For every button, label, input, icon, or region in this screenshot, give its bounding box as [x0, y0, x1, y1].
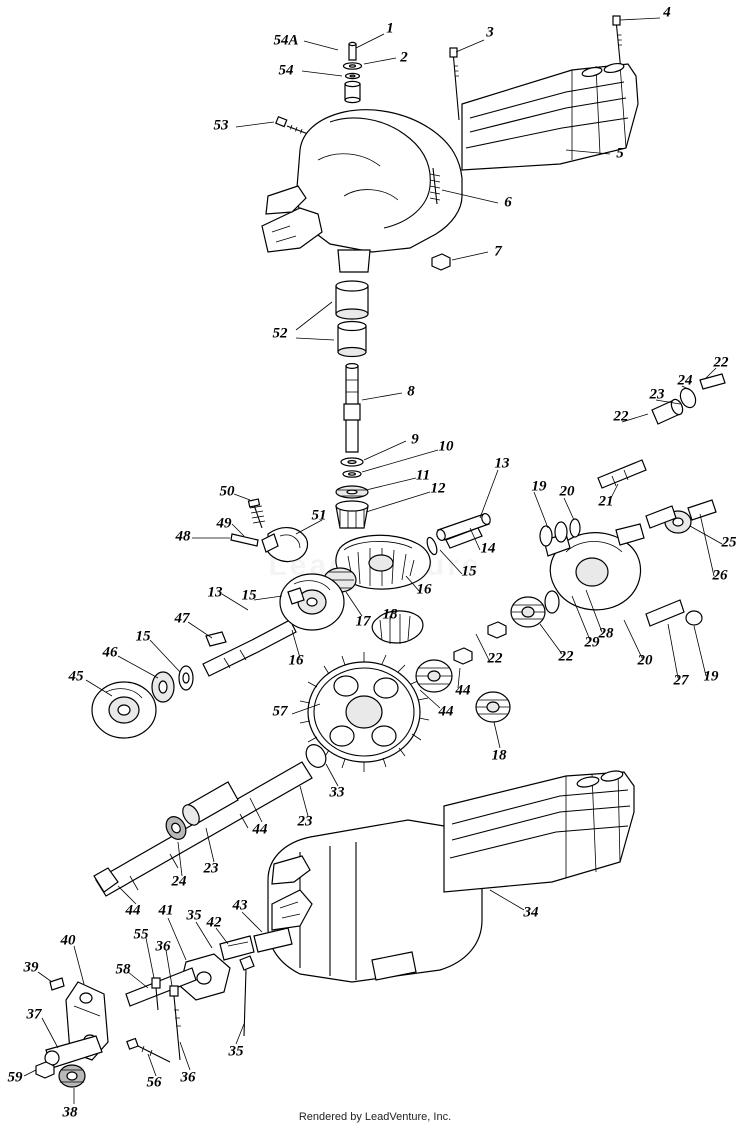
- part-washer-15-left: [179, 666, 193, 690]
- callout-number-27: 27: [673, 672, 689, 689]
- callout-number-5: 5: [616, 145, 624, 162]
- callout-number-15: 15: [461, 563, 477, 580]
- callout-number-55: 55: [133, 926, 149, 943]
- part-transaxle-housing-top: [262, 62, 638, 272]
- callout-number-38: 38: [62, 1104, 78, 1121]
- part-washer-9: [341, 458, 363, 466]
- part-bushing-52-lower: [338, 322, 366, 357]
- callout-number-49: 49: [216, 515, 232, 532]
- callout-number-12: 12: [430, 480, 446, 497]
- callout-number-15: 15: [241, 587, 257, 604]
- callout-number-26: 26: [712, 567, 728, 584]
- callout-number-23: 23: [203, 860, 219, 877]
- callout-number-53: 53: [213, 117, 229, 134]
- callout-number-54a: 54A: [273, 32, 299, 49]
- part-washer-20: [570, 519, 580, 537]
- callout-number-14: 14: [480, 540, 496, 557]
- callout-number-22: 22: [613, 408, 629, 425]
- callout-number-40: 40: [60, 932, 76, 949]
- callout-number-36: 36: [180, 1069, 196, 1086]
- part-gear-44-right: [416, 660, 452, 692]
- part-bushing-52-upper: [336, 281, 368, 319]
- callout-number-28: 28: [598, 625, 614, 642]
- part-key-47: [206, 632, 226, 646]
- callout-number-22: 22: [713, 354, 729, 371]
- callout-number-56: 56: [146, 1074, 162, 1091]
- callout-number-18: 18: [491, 747, 507, 764]
- callout-number-33: 33: [329, 784, 345, 801]
- callout-number-42: 42: [206, 914, 222, 931]
- callout-number-44: 44: [438, 703, 454, 720]
- callout-number-51: 51: [311, 507, 327, 524]
- part-knob-38: [59, 1065, 85, 1087]
- part-bolt-3: [450, 48, 459, 120]
- callout-number-54: 54: [278, 62, 294, 79]
- part-collar-54a: [345, 81, 360, 102]
- callout-number-23: 23: [649, 386, 665, 403]
- callout-number-25: 25: [721, 534, 737, 551]
- callout-number-34: 34: [523, 904, 539, 921]
- callout-number-13: 13: [207, 584, 223, 601]
- part-pulley-45: [92, 682, 156, 738]
- callout-number-18: 18: [382, 606, 398, 623]
- callout-number-1: 1: [386, 20, 394, 37]
- callout-number-37: 37: [26, 1006, 42, 1023]
- callout-number-10: 10: [438, 438, 454, 455]
- callout-number-59: 59: [7, 1069, 23, 1086]
- part-key-24: [700, 374, 725, 389]
- part-fork-51: [262, 528, 308, 562]
- callout-number-44: 44: [125, 902, 141, 919]
- callout-number-57: 57: [272, 703, 288, 720]
- part-bevel-pinion-18: [372, 611, 423, 644]
- part-nut-44-small: [454, 648, 472, 664]
- part-shaft-8: [344, 364, 360, 452]
- callout-number-44: 44: [455, 682, 471, 699]
- part-washer-10: [343, 471, 361, 477]
- footer-credit: Rendered by LeadVenture, Inc.: [298, 1111, 452, 1123]
- callout-number-24: 24: [677, 372, 693, 389]
- callout-number-15: 15: [135, 628, 151, 645]
- part-gear-28: [511, 597, 545, 627]
- callout-number-21: 21: [598, 493, 614, 510]
- callout-number-6: 6: [504, 194, 512, 211]
- callout-number-47: 47: [174, 610, 190, 627]
- callout-number-39: 39: [23, 959, 39, 976]
- callout-number-8: 8: [407, 383, 415, 400]
- callout-number-45: 45: [68, 668, 84, 685]
- callout-number-50: 50: [219, 483, 235, 500]
- callout-number-52: 52: [272, 325, 288, 342]
- callout-number-7: 7: [494, 243, 502, 260]
- callout-number-13: 13: [494, 455, 510, 472]
- callout-number-35: 35: [186, 907, 202, 924]
- part-washer-29: [545, 591, 559, 613]
- part-nut-59: [36, 1062, 54, 1078]
- callout-number-11: 11: [415, 467, 431, 484]
- part-axle-21: [598, 460, 646, 488]
- part-gear-12: [336, 501, 368, 528]
- callout-number-22: 22: [487, 650, 503, 667]
- callout-number-58: 58: [115, 961, 131, 978]
- callout-number-41: 41: [158, 902, 174, 919]
- part-spring-50: [248, 499, 265, 528]
- part-pin-1: [349, 42, 356, 60]
- callout-number-19: 19: [703, 668, 719, 685]
- callout-number-20: 20: [637, 652, 653, 669]
- part-washer-2: [344, 63, 362, 69]
- part-transaxle-housing-bottom-34: [268, 769, 634, 982]
- callout-number-2: 2: [400, 49, 408, 66]
- part-pin-39: [50, 978, 64, 990]
- callout-number-35: 35: [228, 1043, 244, 1060]
- part-washer-54: [346, 73, 360, 78]
- part-disc-16-left: [280, 574, 344, 630]
- callout-number-16: 16: [416, 581, 432, 598]
- callout-number-43: 43: [232, 897, 248, 914]
- part-gear-18-lower: [476, 692, 510, 722]
- callout-number-22: 22: [558, 648, 574, 665]
- callout-number-29: 29: [584, 634, 600, 651]
- part-shaft-13-left: [203, 620, 296, 676]
- part-pin-49: [231, 534, 258, 546]
- part-axle-27: [646, 600, 702, 626]
- callout-number-48: 48: [175, 528, 191, 545]
- part-bolt-36-upper: [170, 986, 181, 1060]
- callout-number-9: 9: [411, 431, 419, 448]
- part-bearing-11: [336, 486, 368, 498]
- callout-number-20: 20: [559, 483, 575, 500]
- part-nut-22-lower: [488, 622, 506, 638]
- callout-number-23: 23: [297, 813, 313, 830]
- callout-number-24: 24: [171, 873, 187, 890]
- callout-number-36: 36: [155, 938, 171, 955]
- part-bolt-56: [127, 1039, 170, 1062]
- part-bolt-35-lower: [240, 956, 254, 1036]
- callout-number-46: 46: [102, 644, 118, 661]
- callout-number-16: 16: [288, 652, 304, 669]
- callout-number-17: 17: [355, 613, 371, 630]
- callout-number-3: 3: [486, 24, 494, 41]
- callout-number-4: 4: [663, 4, 671, 21]
- callout-number-44: 44: [252, 821, 268, 838]
- callout-number-19: 19: [531, 478, 547, 495]
